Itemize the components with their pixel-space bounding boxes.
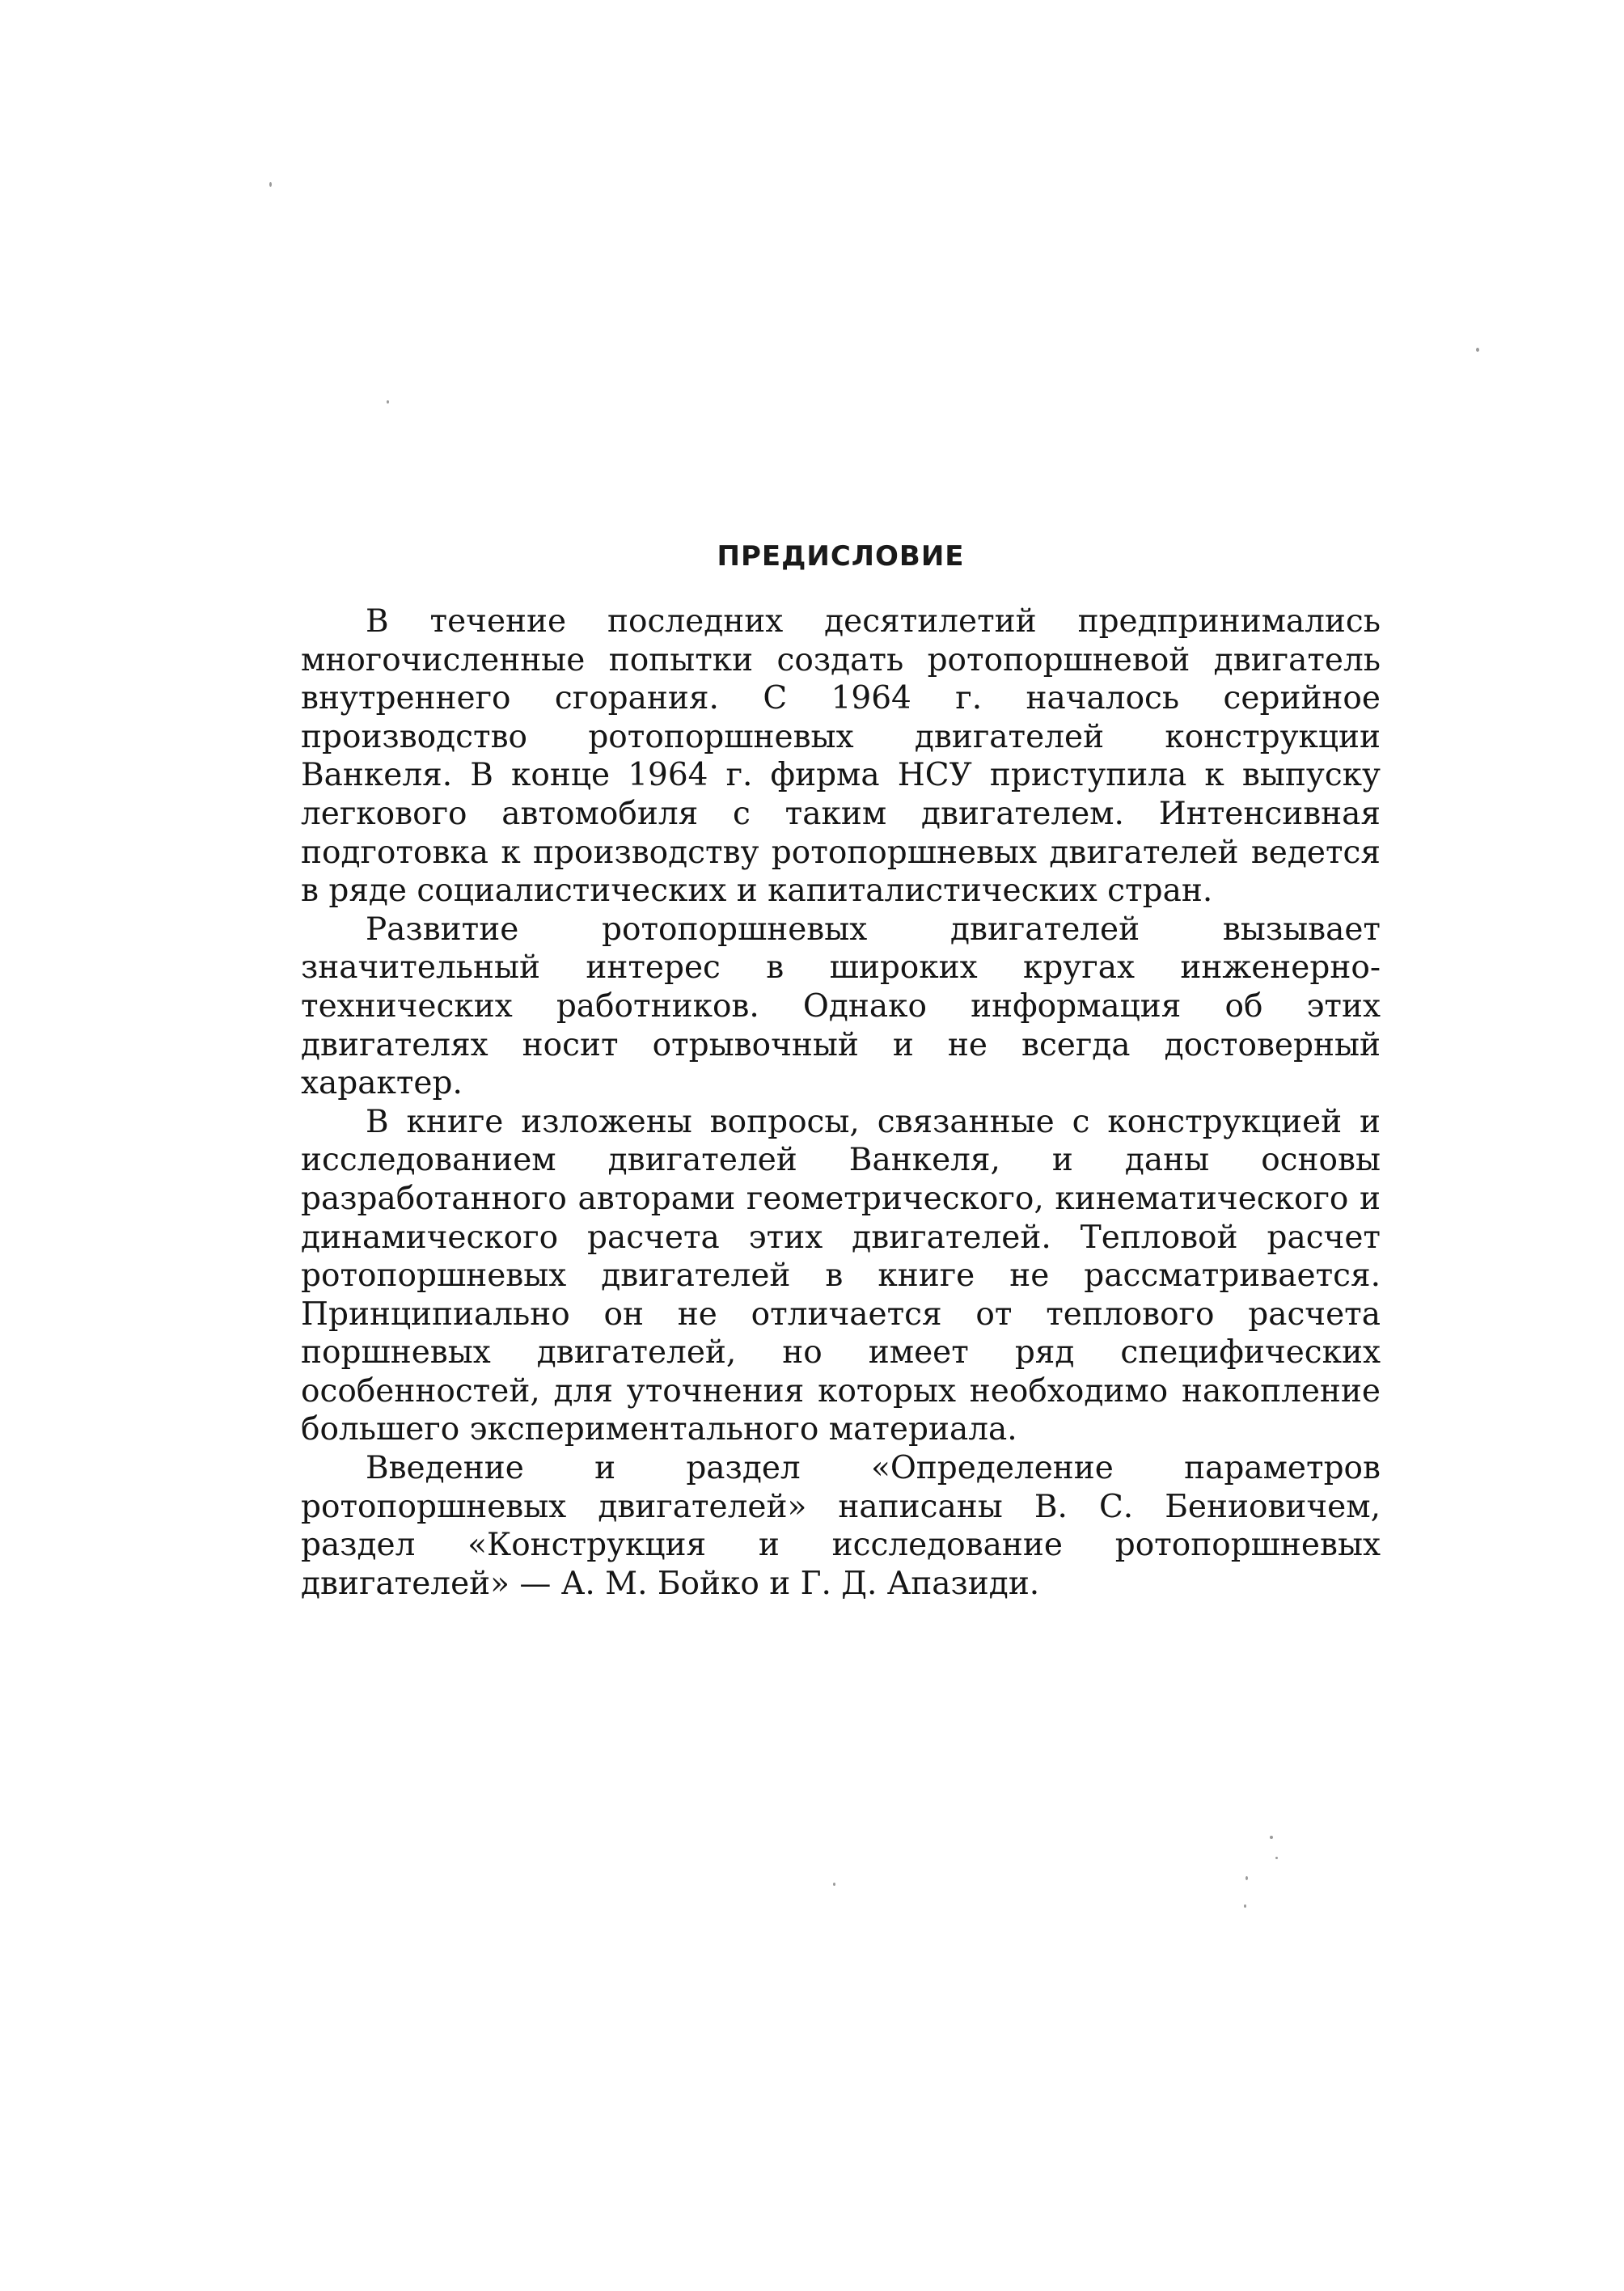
speck <box>833 1883 835 1886</box>
speck <box>1270 1836 1273 1839</box>
paragraph-text: Развитие ротопоршневых двигателей вызывает значительный интерес в широких кругах инженерно-технических работников. Однако информация об этих двигателях носит отрывочный и не всегда достоверный характер. <box>301 911 1381 1102</box>
speck <box>1476 348 1479 352</box>
preface-body <box>301 602 1381 1603</box>
speck <box>1275 1857 1278 1859</box>
preface-paragraph-3 <box>301 1103 1381 1449</box>
preface-paragraph-2 <box>301 911 1381 1103</box>
preface-paragraph-4 <box>301 1449 1381 1603</box>
speck <box>387 400 389 404</box>
speck <box>1245 1876 1248 1880</box>
speck <box>1244 1904 1246 1908</box>
paragraph-text: В течение последних десятилетий предпринимались многочисленные попытки создать ротопоршневой двигатель внутреннего сгорания. С 1964 г. началось серийное производство ротопоршневых двигателей конструкции Ванкеля. В конце 1964 г. фирма НСУ приступила к выпуску легкового автомобиля с таким двигателем. Интенсивная подготовка к производству ротопоршневых двигателей ведется в ряде социалистических и капиталистических стран. <box>301 603 1381 910</box>
paragraph-text: В книге изложены вопросы, связанные с конструкцией и исследованием двигателей Ванкеля, и даны основы разработанного авторами геометрического, кинематического и динамического расчета этих двигателей. Тепловой расчет ротопоршневых двигателей в книге не рассматривается. Принципиально он не отличается от теплового расчета поршневых двигателей, но имеет ряд специфических особенностей, для уточнения которых необходимо накопление большего экспериментального материала. <box>301 1103 1381 1448</box>
preface-paragraph-1 <box>301 602 1381 911</box>
paragraph-text: Введение и раздел «Определение параметров ротопоршневых двигателей» написаны В. С. Бениовичем, раздел «Конструкция и исследование ротопоршневых двигателей» — А. М. Бойко и Г. Д. Апазиди. <box>301 1450 1381 1602</box>
speck <box>269 182 272 187</box>
page-heading: ПРЕДИСЛОВИЕ <box>717 540 965 573</box>
